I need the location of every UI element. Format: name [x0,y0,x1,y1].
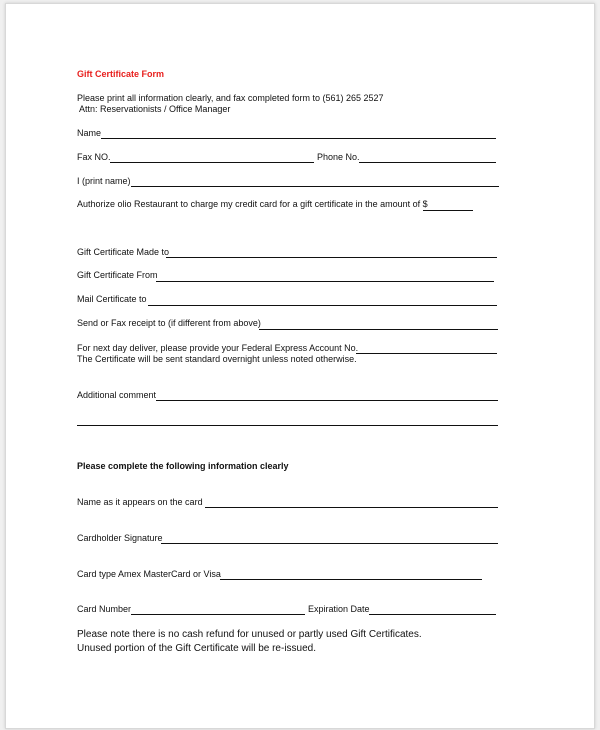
receipt-label: Send or Fax receipt to (if different from above) [77,318,261,328]
mail-field[interactable] [148,305,497,306]
comment-label: Additional comment [77,390,157,400]
card-number-label: Card Number [77,604,132,614]
fedex-label: For next day deliver, please provide your Federal Express Account No. [77,343,359,353]
receipt-field[interactable] [259,329,498,330]
phone-field[interactable] [359,162,496,163]
signature-label: Cardholder Signature [77,533,163,543]
form-title: Gift Certificate Form [77,69,165,79]
fax-field[interactable] [110,162,314,163]
card-number-field[interactable] [131,614,305,615]
fedex-field[interactable] [356,353,497,354]
name-on-card-field[interactable] [205,507,498,508]
fedex-note: The Certificate will be sent standard overnight unless noted otherwise. [77,354,357,364]
comment-field-line2[interactable] [77,425,498,426]
print-name-label: I (print name) [77,176,131,186]
phone-label: Phone No. [317,152,360,162]
reissue-note: Unused portion of the Gift Certificate will be re-issued. [77,643,316,654]
name-field[interactable] [101,138,496,139]
form-page [5,3,595,729]
refund-note: Please note there is no cash refund for unused or partly used Gift Certificates. [77,629,422,640]
name-on-card-label: Name as it appears on the card [77,497,203,507]
comment-field[interactable] [156,400,498,401]
card-type-field[interactable] [220,579,482,580]
from-field[interactable] [156,281,494,282]
fax-label: Fax NO. [77,152,111,162]
mail-label: Mail Certificate to [77,294,147,304]
amount-field[interactable] [423,210,473,211]
made-to-label: Gift Certificate Made to [77,247,170,257]
expiration-field[interactable] [369,614,496,615]
card-section-heading: Please complete the following information clearly [77,461,289,471]
name-label: Name [77,128,102,138]
expiration-label: Expiration Date [308,604,370,614]
authorize-label: Authorize olio Restaurant to charge my credit card for a gift certificate in the amount of $ [77,199,428,209]
attention-text: Attn: Reservationists / Office Manager [79,104,231,114]
intro-text: Please print all information clearly, and fax completed form to (561) 265 2527 [77,93,384,103]
card-type-label: Card type Amex MasterCard or Visa [77,569,221,579]
print-name-field[interactable] [131,186,499,187]
from-label: Gift Certificate From [77,270,158,280]
made-to-field[interactable] [166,257,497,258]
signature-field[interactable] [161,543,498,544]
